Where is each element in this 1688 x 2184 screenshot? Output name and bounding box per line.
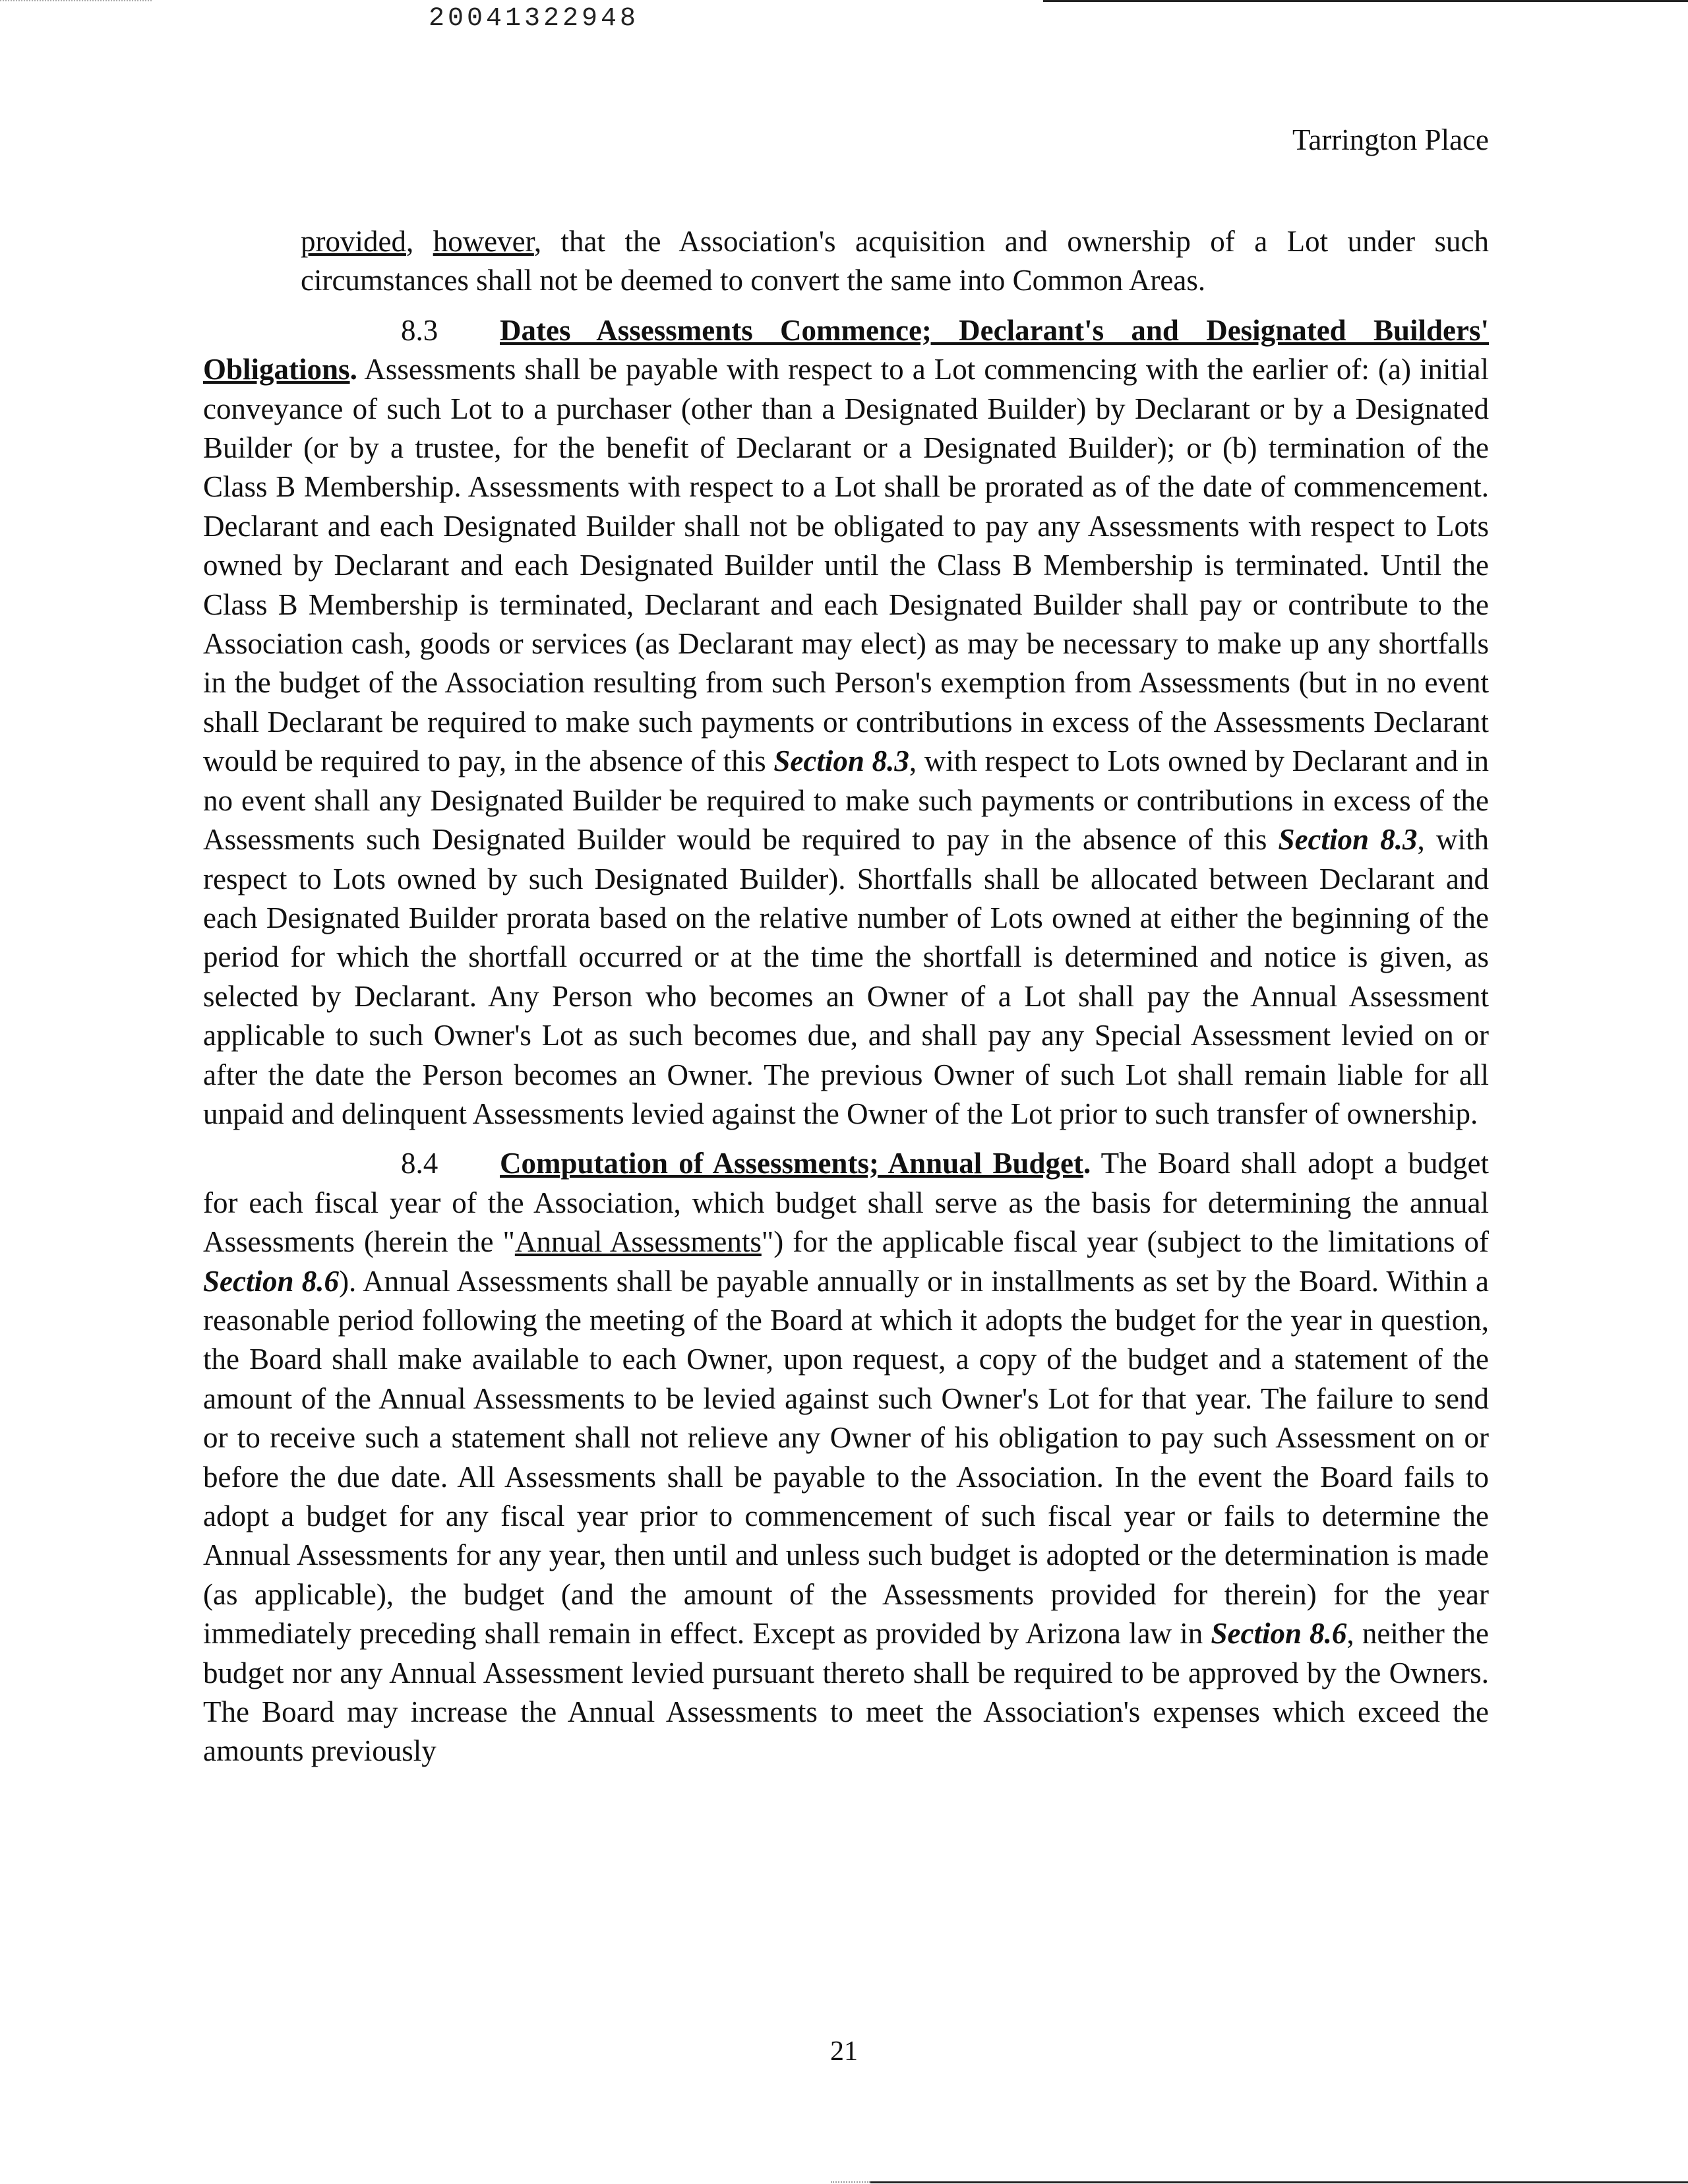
section-text: ). Annual Assessments shall be payable annually or in installments as set by the Board. Within a reasonable period following the meeting of the Board at which it adopts the budget for the year in question, the Board shall make available to each Owner, upon request, a copy of the budget and a statement of the amount of the Annual Assessments to be levied against such Owner's Lot for that year. The failure to send or to receive such a statement shall not relieve any Owner of his obligation to pay such Assessment on or before the due date. All Assessments shall be payable to the Association. In the event the Board fails to adopt a budget for any fiscal year prior to commencement of such fiscal year or fails to determine the Annual Assessments for any year, then until and unless such budget is adopted or the determination is made (as applicable), the budget (and the amount of the Assessments provided for therein) for the year immediately preceding shall remain in effect. Except as provided by Arizona law in	[203, 1264, 1489, 1651]
defined-term: Annual Assessments	[514, 1225, 762, 1259]
section-reference: Section 8.6	[203, 1264, 340, 1298]
continuation-comma: ,	[406, 225, 433, 258]
provided-term: provided	[301, 225, 406, 258]
section-number: 8.4	[401, 1147, 438, 1180]
section-number: 8.3	[401, 313, 438, 347]
running-header: Tarrington Place	[1292, 123, 1489, 156]
section-8-4	[203, 1144, 1489, 1771]
section-heading: Computation of Assessments; Annual Budget	[500, 1147, 1083, 1180]
section-text: Assessments shall be payable with respect to a Lot commencing with the earlier of: (a) initial conveyance of such Lot to a purchaser (other than a Designated Builder) by Declarant or by a Designated Builder (or by a trustee, for the benefit of Declarant or a Designated Builder); or (b) termination of the Class B Membership. Assessments with respect to a Lot shall be prorated as of the date of commencement. Declarant and each Designated Builder shall not be obligated to pay any Assessments with respect to Lots owned by Declarant and each Designated Builder until the Class B Membership is terminated. Until the Class B Membership is terminated, Declarant and each Designated Builder shall pay or contribute to the Association cash, goods or services (as Declarant may elect) as may be necessary to make up any shortfalls in the budget of the Association resulting from such Person's exemption from Assessments (but in no event shall Declarant be required to make such payments or contributions in excess of the Assessments Declarant would be required to pay, in the absence of this	[203, 353, 1489, 778]
section-heading: Dates Assessments Commence; Declarant's and Designated Builders' Obligations	[203, 313, 1489, 386]
bottom-scan-marks	[831, 2181, 870, 2183]
continuation-paragraph	[203, 222, 1489, 301]
continuation-text: , that the Association's acquisition and ownership of a Lot under such circumstances shall not be deemed to convert the same into Common Areas.	[301, 225, 1490, 297]
however-term: however	[433, 225, 534, 258]
recording-number: 20041322948	[429, 4, 640, 34]
section-reference: Section 8.6	[1211, 1617, 1347, 1651]
bottom-rule	[870, 2181, 1688, 2183]
document-body	[203, 222, 1489, 1782]
section-text: , with respect to Lots owned by Declarant and in no event shall any Designated Builder be required to make such payments or contributions in excess of the Assessments such Designated Builder would be required to pay in the absence of this	[203, 744, 1489, 857]
page-number: 21	[830, 2036, 858, 2067]
section-text: The Board shall adopt a budget for each fiscal year of the Association, which budget shall serve as the basis for determining the annual Assessments (herein the "	[203, 1147, 1489, 1259]
heading-period: .	[349, 353, 357, 386]
scan-corner-marks	[0, 0, 152, 1]
heading-period: .	[1083, 1147, 1091, 1180]
section-text: , neither the budget nor any Annual Assessment levied pursuant thereto shall be required to be approved by the Owners. The Board may increase the Annual Assessments to meet the Association's expenses which exceed the amounts previously	[203, 1617, 1489, 1768]
top-rule	[1043, 0, 1688, 2]
section-text: , with respect to Lots owned by such Designated Builder). Shortfalls shall be allocated between Declarant and each Designated Builder prorata based on the relative number of Lots owned at either the beginning of the period for which the shortfall occurred or at the time the shortfall is determined and notice is given, as selected by Declarant. Any Person who becomes an Owner of a Lot shall pay the Annual Assessment applicable to such Owner's Lot as such becomes due, and shall pay any Special Assessment levied on or after the date the Person becomes an Owner. The previous Owner of such Lot shall remain liable for all unpaid and delinquent Assessments levied against the Owner of the Lot prior to such transfer of ownership.	[203, 823, 1489, 1130]
section-8-3	[203, 311, 1489, 1134]
section-reference: Section 8.3	[1278, 823, 1418, 857]
section-reference: Section 8.3	[773, 744, 909, 778]
section-text: ") for the applicable fiscal year (subject to the limitations of	[761, 1225, 1489, 1259]
